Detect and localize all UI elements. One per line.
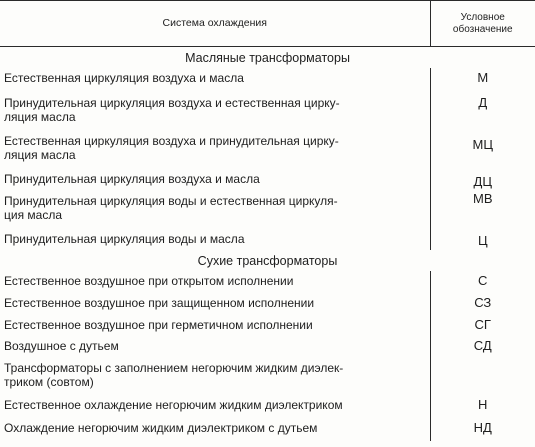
row-description-line2: ляция масла [4,148,76,162]
table-row [0,417,535,441]
table-row [0,190,535,227]
row-description: Естественное воздушное при открытом исполнении [4,274,294,288]
row-description: Естественная циркуляция воздуха и масла [4,71,244,85]
header-cooling-system: Система охлаждения [0,1,430,47]
row-description [0,129,430,167]
row-code: С [430,271,535,292]
row-code: М [430,68,535,93]
table-row [0,394,535,417]
row-code [430,357,535,394]
row-description [0,357,430,394]
row-description-line1: Принудительная циркуляция воздуха и естественная цирку- [4,96,340,110]
row-code: СД [430,336,535,357]
table-row [0,68,535,93]
row-description: Естественное воздушное при герметичном исполнении [4,318,313,332]
row-description-line2: ляция масла [4,110,76,124]
row-description-line2: ция масла [4,208,63,222]
row-code: МВ [430,190,535,227]
table-row [0,227,535,250]
table-header-row [0,1,535,47]
row-description [0,190,430,227]
table-row [0,336,535,357]
row-description: Принудительная циркуляция воды и масла [4,232,245,246]
table-row [0,167,535,190]
row-description-line2: триком (совтом) [4,375,94,389]
row-description: Естественное охлаждение негорючим жидким диэлектриком [4,398,343,412]
row-description [0,93,430,129]
row-code: СЗ [430,292,535,314]
section-header-oil-transformers [0,47,535,69]
row-description-line1: Трансформаторы с заполнением негорючим жидким диэлек- [4,361,344,375]
section-title: Сухие трансформаторы [197,253,338,268]
table-row [0,292,535,314]
header-designation-line2: обозначение [452,23,513,35]
row-code: МЦ [430,129,535,167]
row-description-line1: Естественная циркуляция воздуха и принудительная цирку- [4,134,339,148]
row-code: ДЦ [430,167,535,190]
table-row [0,93,535,129]
row-description: Принудительная циркуляция воздуха и масла [4,172,260,186]
row-code: НД [430,417,535,441]
table-row [0,271,535,292]
section-header-dry-transformers [0,250,535,271]
row-description-line1: Принудительная циркуляция воды и естественная циркуля- [4,194,338,208]
table-row [0,357,535,394]
section-title: Масляные трансформаторы [185,50,350,65]
header-designation-line1: Условное [460,11,505,23]
header-designation [430,1,535,47]
row-code: Н [430,394,535,417]
row-code: СГ [430,314,535,336]
row-code: Ц [430,227,535,250]
row-code: Д [430,93,535,129]
row-description: Воздушное с дутьем [4,339,119,353]
table-row [0,129,535,167]
table-row [0,314,535,336]
row-description: Охлаждение негорючим жидким диэлектриком с дутьем [4,421,318,435]
row-description: Естественное воздушное при защищенном исполнении [4,296,315,310]
